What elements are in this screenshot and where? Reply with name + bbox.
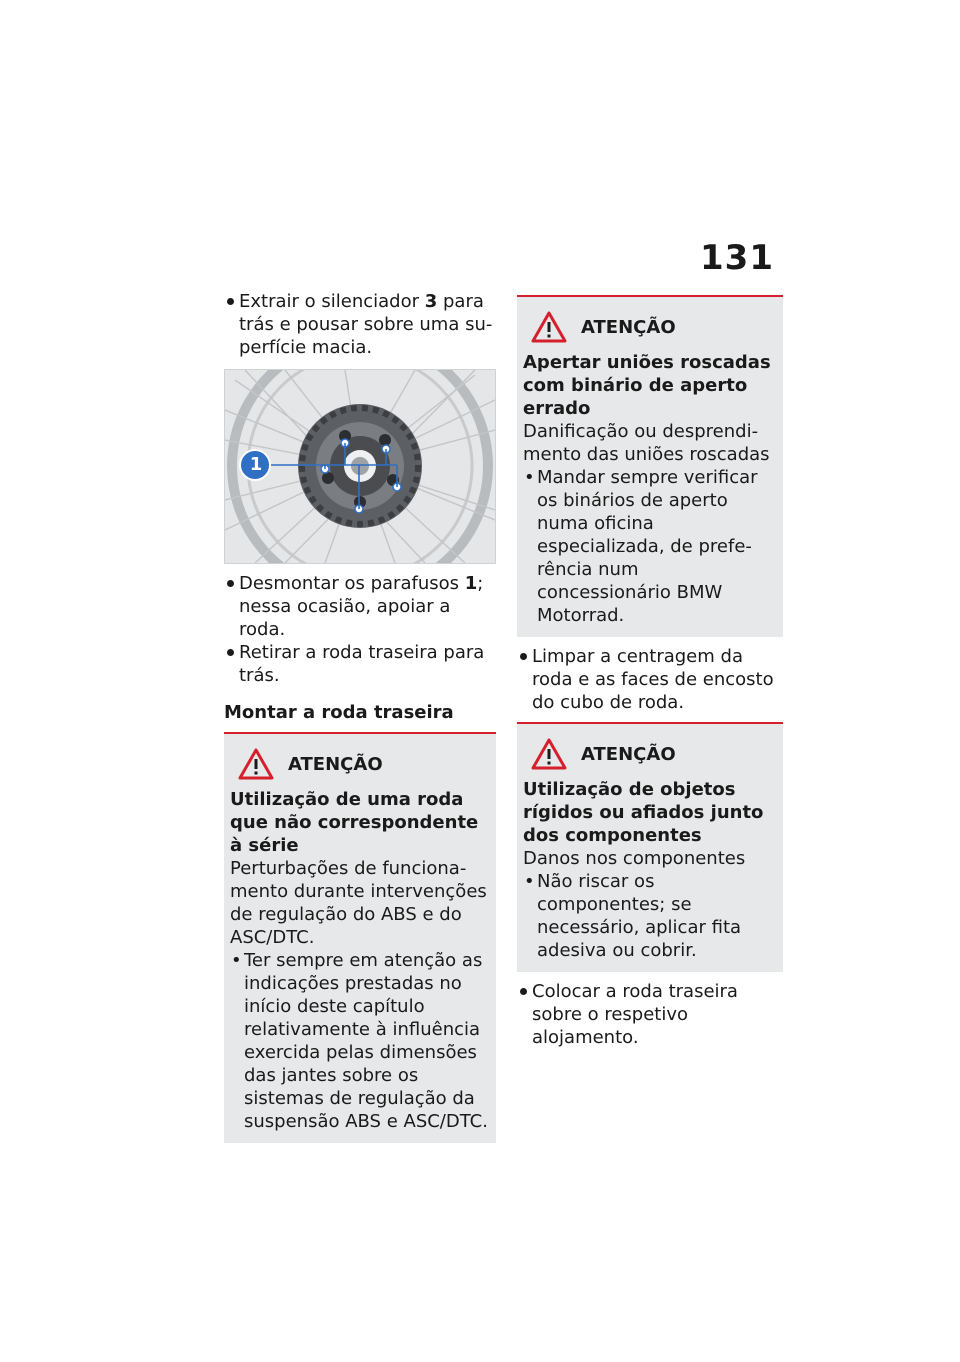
warning-box-torque (517, 295, 783, 637)
warning-measure: • Mandar sempre verificar os binários de aperto numa oficina especializada, de preferência num concessionário BMW Motorrad. (523, 466, 775, 627)
section-heading: Montar a roda traseira (224, 702, 454, 723)
step-remove-wheel: Retirar a roda traseira para trás. (224, 641, 496, 687)
page-number: 131 (700, 238, 774, 278)
warning-consequence: Perturbações de funcionamento durante intervenções de regulação do ABS e do ASC/DTC. (230, 858, 487, 948)
warning-title: ATENÇÃO (581, 316, 676, 338)
warning-hazard: Utilização de objetos rígidos ou afiados junto dos componentes (523, 779, 764, 846)
warning-triangle-icon (531, 311, 567, 343)
warning-triangle-icon (238, 748, 274, 780)
step-place-wheel: Colocar a roda traseira sobre o respetivo alojamento. (517, 980, 783, 1049)
warning-header (238, 744, 488, 784)
left-column (224, 290, 496, 1143)
right-column (517, 295, 783, 1057)
warning-triangle-icon (531, 738, 567, 770)
rear-wheel-figure (224, 369, 496, 564)
warning-consequence: Danificação ou desprendimento das uniões roscadas (523, 421, 770, 465)
step-remove-bolts: Desmontar os parafusos 1; nessa ocasião, apoiar a roda. (224, 572, 496, 641)
warning-consequence: Danos nos componentes (523, 848, 746, 869)
warning-title: ATENÇÃO (288, 753, 383, 775)
warning-hazard: Apertar uniões roscadas com binário de aperto errado (523, 352, 771, 419)
step-extract-silencer: Extrair o silenciador 3 para trás e pousar sobre uma superfície macia. (224, 290, 496, 359)
warning-measure: • Ter sempre em atenção as indicações prestadas no início deste capítulo relativamente à influência exercida pelas dimensões das jantes sobre os sistemas de regulação da suspensão ABS e ASC/DTC. (230, 949, 488, 1133)
warning-header (531, 307, 775, 347)
warning-title: ATENÇÃO (581, 743, 676, 765)
warning-box (224, 732, 496, 1143)
warning-measure: • Não riscar os componentes; se necessário, aplicar fita adesiva ou cobrir. (523, 870, 775, 962)
callout-1: 1 (249, 454, 263, 475)
step-clean-centering: Limpar a centragem da roda e as faces de encosto do cubo de roda. (517, 645, 783, 714)
warning-hazard: Utilização de uma roda que não correspondente à série (230, 789, 479, 856)
warning-header (531, 734, 775, 774)
warning-box-objects (517, 722, 783, 972)
